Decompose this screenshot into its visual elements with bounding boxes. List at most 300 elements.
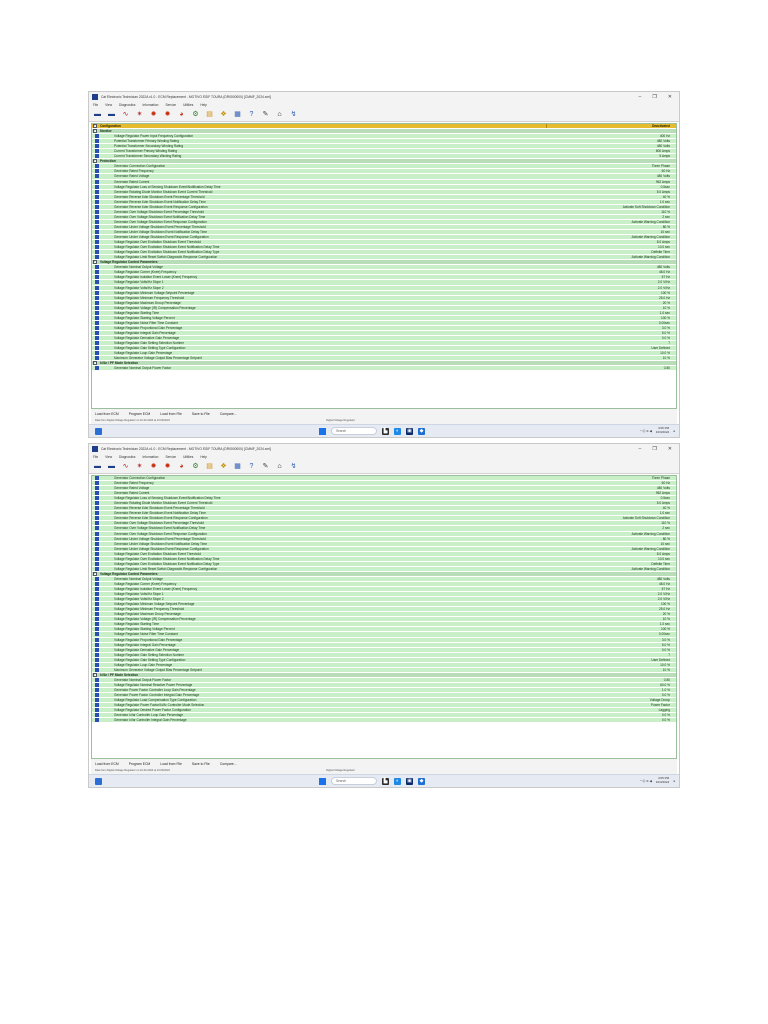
parameter-value: 0.80 xyxy=(663,677,670,682)
parameter-name: Current Transformer Secondary Winding Rating xyxy=(114,154,182,159)
menu-utilities[interactable]: Utilities xyxy=(183,103,194,107)
parameter-icon xyxy=(95,275,99,279)
parameter-value: 962 Amps xyxy=(655,179,670,184)
report-icon[interactable]: ▦ xyxy=(234,463,241,470)
parameter-icon xyxy=(95,225,99,229)
parameter-icon xyxy=(95,632,99,636)
parameter-value: 10 % xyxy=(662,305,670,310)
parameter-name: Generator Rated Current xyxy=(114,491,150,496)
parameter-icon xyxy=(95,577,99,581)
tray-icons[interactable]: ^ ⦿ ≋ ◀ xyxy=(640,778,652,783)
notification-icon[interactable]: ● xyxy=(673,428,675,433)
app-icon xyxy=(92,446,98,452)
parameter-icon xyxy=(95,250,99,254)
parameter-value: 0.00sec xyxy=(658,320,670,325)
parameter-name: Generator Reverse kVar Shutdown Event Percentage Threshold xyxy=(114,194,205,199)
parameter-value: 400 Hz xyxy=(659,134,670,139)
restore-icon[interactable]: ❐ xyxy=(652,94,657,100)
home-icon[interactable]: ⌂ xyxy=(277,463,282,470)
grid-rows xyxy=(92,476,676,723)
parameter-icon xyxy=(95,331,99,335)
parameter-icon xyxy=(95,713,99,717)
parameter-value: Lagging xyxy=(658,708,670,713)
parameter-icon xyxy=(95,326,99,330)
close-icon[interactable]: ✕ xyxy=(667,94,672,100)
parameter-value: 10.0 % xyxy=(660,351,670,356)
parameter-value: 2.0 V/Hz xyxy=(657,285,670,290)
menu-file[interactable]: File xyxy=(93,455,99,459)
collapse-icon[interactable]: − xyxy=(93,260,96,265)
parameter-name: Voltage Regulator Maximum Droop Percentage xyxy=(114,612,181,617)
parameter-name: Voltage Regulator Integral Gain Percentage xyxy=(114,330,176,335)
parameter-value: Activate Warning Condition xyxy=(631,235,670,240)
menu-view[interactable]: View xyxy=(105,455,112,459)
parameter-value: 10 sec xyxy=(660,541,670,546)
parameter-name: Generator Over Voltage Shutdown Event Response Configuration xyxy=(114,531,207,536)
parameter-icon xyxy=(95,532,99,536)
collapse-icon[interactable]: − xyxy=(93,571,96,576)
parameter-value: 80 % xyxy=(662,536,670,541)
parameter-name: Voltage Regulator Loop Gain Percentage xyxy=(114,351,173,356)
parameter-icon xyxy=(95,688,99,692)
parameter-icon xyxy=(95,587,99,591)
title-bar xyxy=(89,444,679,454)
parameter-icon xyxy=(95,486,99,490)
parameter-icon xyxy=(95,708,99,712)
parameter-value: 57 Hz xyxy=(661,275,670,280)
parameter-icon xyxy=(95,668,99,672)
parameter-icon xyxy=(95,582,99,586)
parameter-name: Maximum Generator Voltage Output Bias Percentage Setpoint xyxy=(114,356,202,361)
menu-information[interactable]: Information xyxy=(142,455,159,459)
parameter-name: Potential Transformer Primary Winding Rating xyxy=(114,139,179,144)
parameter-name: Generator Under Voltage Shutdown Event Notification Delay Time xyxy=(114,541,208,546)
collapse-icon[interactable]: − xyxy=(93,672,96,677)
parameter-name: Voltage Regulator Over Excitation Shutdown Event Notification Delay Type xyxy=(114,250,220,255)
events-icon[interactable]: ✹ xyxy=(164,463,171,470)
parameter-value: 48.0 Hz xyxy=(659,582,670,586)
menu-file[interactable]: File xyxy=(93,103,99,107)
parameter-name: Voltage Regulator Proportional Gain Percentage xyxy=(114,637,183,642)
parameter-value: Three Phase xyxy=(651,476,670,481)
parameter-row[interactable] xyxy=(92,718,676,723)
close-icon[interactable]: ✕ xyxy=(667,446,672,452)
parameter-name: Generator Rated Frequency xyxy=(114,481,154,486)
parameter-value: 480 Volts xyxy=(656,174,670,179)
parameter-icon xyxy=(95,537,99,541)
store-icon[interactable]: ▣ xyxy=(407,427,412,434)
parameter-name: Voltage Regulator Starting Time xyxy=(114,622,160,627)
collapse-icon[interactable]: − xyxy=(93,159,96,164)
parameter-value: 5.0 % xyxy=(661,330,670,335)
load-from-file-button[interactable]: Load from File xyxy=(160,762,182,766)
program-ecm-button[interactable]: Program ECM xyxy=(128,762,151,766)
file-explorer-icon[interactable]: ▙ xyxy=(383,427,388,434)
parameter-value: Activate Warning Condition xyxy=(631,546,670,551)
menu-view[interactable]: View xyxy=(105,103,112,107)
parameter-value: 5.0 Amps xyxy=(656,189,670,194)
parameter-name: Voltage Regulator Gain Setting Selection Number xyxy=(114,341,184,346)
parameter-icon xyxy=(95,200,99,204)
parameter-icon xyxy=(95,506,99,510)
edge-icon[interactable]: ◐ xyxy=(395,777,400,784)
program-ecm-button[interactable]: Program ECM xyxy=(128,412,151,416)
parameter-name: Generator Reverse kVar Shutdown Event Percentage Threshold xyxy=(114,506,205,511)
minimize-icon[interactable]: – xyxy=(638,94,642,100)
parameter-name: Voltage Regulator Loss of Sensing Shutdown Event/Notification Delay Time xyxy=(114,496,221,501)
notification-icon[interactable]: ● xyxy=(673,778,675,783)
status-icon[interactable]: ✶ xyxy=(136,111,143,118)
start-icon[interactable] xyxy=(319,778,326,785)
parameter-name: Generator Over Voltage Shutdown Event Notification Delay Time xyxy=(114,214,206,219)
parameter-icon xyxy=(95,154,99,158)
parameter-value: 110 % xyxy=(661,209,670,214)
config-icon[interactable]: ▤ xyxy=(206,111,213,118)
parameter-row[interactable] xyxy=(92,366,676,371)
parameter-value: Activate Warning Condition xyxy=(631,219,670,224)
parameter-icon xyxy=(95,174,99,178)
parameter-name: Voltage Regulator Voltage (IR) Compensation Percentage xyxy=(114,617,196,622)
parameter-value: 7 xyxy=(668,652,670,657)
disconnect-icon[interactable]: ▬ xyxy=(108,463,115,470)
parameter-name: Voltage Regulator Over Excitation Shutdown Event Notification Delay Time xyxy=(114,556,220,561)
parameter-value: 800 Amps xyxy=(655,149,670,154)
parameter-name: Protection xyxy=(100,159,116,164)
parameter-value: Activate Warning Condition xyxy=(631,255,670,260)
parameter-value: Definite Time xyxy=(651,250,670,255)
window-title: Cat Electronic Technician 2022A v1.0 - ECM Replacement - MOTIVO ESIF TOURA (DR0000000) [CMMF_2024.xml] xyxy=(101,95,271,99)
parameter-icon xyxy=(95,663,99,667)
parameter-value: 3.0 % xyxy=(661,637,670,642)
parameter-name: Voltage Regulator Minimum Voltage Setpoint Percentage xyxy=(114,602,195,607)
parameter-icon xyxy=(95,526,99,530)
parameter-name: Generator Rated Voltage xyxy=(114,174,150,179)
graph-icon[interactable]: ◕ xyxy=(179,111,184,118)
parameter-icon xyxy=(95,683,99,687)
parameter-name: Voltage Regulator Nominal Reactive Power Percentage xyxy=(114,682,193,687)
file-explorer-icon[interactable]: ▙ xyxy=(383,777,388,784)
parameter-icon xyxy=(95,190,99,194)
parameter-icon xyxy=(95,356,99,360)
parameter-name: Generator Rated Voltage xyxy=(114,486,150,491)
parameter-name: Generator Under Voltage Shutdown Event Response Configuration xyxy=(114,235,209,240)
parameter-icon xyxy=(95,301,99,305)
parameter-name: Voltage Regulator Control Parameters xyxy=(100,571,158,576)
parameter-value: 60 Hz xyxy=(661,169,670,174)
connect-icon[interactable]: ▬ xyxy=(94,463,101,470)
help-icon[interactable]: ? xyxy=(249,463,254,470)
parameter-name: Generator kVar Controller Loop Gain Percentage xyxy=(114,713,184,718)
parameter-name: Voltage Regulator Derivative Gain Percentage xyxy=(114,647,180,652)
parameter-value: 8.0 Amps xyxy=(656,551,670,556)
help-icon[interactable]: ? xyxy=(249,111,254,118)
parameter-value: 1.0 % xyxy=(661,687,670,692)
menu-service[interactable]: Service xyxy=(165,103,177,107)
load-from-file-button[interactable]: Load from File xyxy=(160,412,182,416)
waveform-icon[interactable]: ∿ xyxy=(122,463,129,470)
parameter-icon xyxy=(95,547,99,551)
clock-time: 4:05 PM xyxy=(658,426,670,430)
parameter-name: Voltage Regulator Starting Time xyxy=(114,310,160,315)
waveform-icon[interactable]: ∿ xyxy=(122,111,129,118)
parameter-name: Voltage Regulator Limit Reset Switch Diagnostic Response Configuration xyxy=(114,566,218,571)
parameter-icon xyxy=(95,718,99,722)
parameter-icon xyxy=(95,552,99,556)
parameter-name: Voltage Regulator Volts/Hz Slope 1 xyxy=(114,592,164,597)
parameter-value: 480 Volts xyxy=(656,139,670,144)
grid-header-name: Configuration xyxy=(100,124,121,129)
key-icon[interactable]: ✎ xyxy=(262,463,269,470)
parameter-name: Generator Connection Configuration xyxy=(114,476,166,481)
events-icon[interactable]: ✹ xyxy=(164,111,171,118)
start-icon[interactable] xyxy=(319,428,326,435)
config-icon[interactable]: ▤ xyxy=(206,463,213,470)
parameter-value: 0.0 % xyxy=(661,713,670,718)
parameter-value: 3.0 % xyxy=(661,325,670,330)
parameter-value: 2.0 V/Hz xyxy=(657,280,670,285)
parameter-icon xyxy=(95,627,99,631)
parameter-icon xyxy=(95,205,99,209)
parameter-value: 40 % xyxy=(662,506,670,511)
parameter-name: Generator Reverse kVar Shutdown Event Response Configuration xyxy=(114,516,208,521)
parameter-value: 10 % xyxy=(662,356,670,361)
exit-icon[interactable]: ↯ xyxy=(290,111,297,118)
parameter-value: 480 Volts xyxy=(656,486,670,491)
parameter-icon xyxy=(95,366,99,370)
parameter-value: Voltage Droop xyxy=(649,698,670,703)
compare-button[interactable]: Compare... xyxy=(219,412,237,416)
parameter-value: Activate Warning Condition xyxy=(631,566,670,571)
parameter-value: 80 % xyxy=(662,224,670,229)
parameter-value: 1.0 sec xyxy=(659,622,670,627)
parameter-name: Voltage Regulator Loss of Sensing Shutdown Event/Notification Delay Time xyxy=(114,184,221,189)
collapse-icon[interactable]: − xyxy=(93,129,96,134)
active-codes-icon[interactable]: ✹ xyxy=(150,463,157,470)
tools-icon[interactable]: ⚙ xyxy=(192,463,199,470)
parameter-icon xyxy=(95,351,99,355)
parameter-value: 57 Hz xyxy=(661,587,670,592)
collapse-icon[interactable]: − xyxy=(93,124,96,129)
parameter-name: Generator Under Voltage Shutdown Event Percentage Threshold xyxy=(114,224,206,229)
parameter-value: 5 Amps xyxy=(659,154,670,159)
parameter-value: 110 % xyxy=(661,521,670,526)
key-icon[interactable]: ✎ xyxy=(262,111,269,118)
cat-et-icon[interactable]: ◆ xyxy=(419,777,424,784)
parameter-icon xyxy=(95,286,99,290)
tray-icons[interactable]: ^ ⦿ ≋ ◀ xyxy=(640,428,652,433)
parameter-icon xyxy=(95,653,99,657)
menu-diagnostics[interactable]: Diagnostics xyxy=(119,455,136,459)
parameter-icon xyxy=(95,139,99,143)
parameter-name: Voltage Regulator Load Compensation Type Configuration xyxy=(114,698,197,703)
parameter-name: Generator Nominal Output Voltage xyxy=(114,576,163,581)
taskbar-search[interactable]: Search xyxy=(331,427,377,435)
parameter-value: 2 sec xyxy=(662,214,670,219)
menu-diagnostics[interactable]: Diagnostics xyxy=(119,103,136,107)
parameter-icon xyxy=(95,516,99,520)
menu-help[interactable]: Help xyxy=(200,103,207,107)
menu-service[interactable]: Service xyxy=(165,455,177,459)
toolbar xyxy=(89,108,679,122)
save-to-file-button[interactable]: Save to File xyxy=(191,762,210,766)
parameter-value: 7 xyxy=(668,341,670,346)
parameter-name: Voltage Regulator Derivative Gain Percentage xyxy=(114,335,180,340)
menu-information[interactable]: Information xyxy=(142,103,159,107)
clock[interactable] xyxy=(656,427,669,434)
status-left: Data from Digital Voltage Regulator on 10-03-2024 at 10:03/2024 xyxy=(95,769,170,772)
system-tray xyxy=(640,427,675,434)
clock-date: 10/3/2024 xyxy=(655,429,670,434)
menu-help[interactable]: Help xyxy=(200,455,207,459)
parameter-name: Voltage Regulator Noise Filter Time Constant xyxy=(114,632,178,637)
parameter-value: 100 % xyxy=(660,602,670,607)
graph-icon[interactable]: ◕ xyxy=(179,463,184,470)
parameter-value: 1.0 sec xyxy=(659,511,670,516)
parameter-value: 5.0 % xyxy=(661,642,670,647)
parameter-name: Voltage Regulator Proportional Gain Percentage xyxy=(114,325,183,330)
status-icon[interactable]: ✶ xyxy=(136,463,143,470)
parameter-icon xyxy=(95,341,99,345)
parameter-value: 480 Volts xyxy=(656,576,670,581)
active-codes-icon[interactable]: ✹ xyxy=(150,111,157,118)
parameter-name: Generator Rated Current xyxy=(114,179,150,184)
parameter-value: Definite Time xyxy=(651,561,670,566)
taskbar-search[interactable]: Search xyxy=(331,777,377,785)
parameter-icon xyxy=(95,542,99,546)
parameter-name: Voltage Regulator Over Excitation Shutdown Event Threshold xyxy=(114,240,201,245)
system-tray xyxy=(640,777,675,784)
parameter-value: 2.0 V/Hz xyxy=(657,597,670,602)
parameter-name: Generator Rotating Diode Monitor Shutdown Event Current Threshold xyxy=(114,501,213,506)
parameter-name: Voltage Regulator Isolation Event Lower (Knee) Frequency xyxy=(114,275,198,280)
store-icon[interactable]: ▣ xyxy=(407,777,412,784)
parameter-icon xyxy=(95,607,99,611)
parameter-icon xyxy=(95,476,99,480)
restore-icon[interactable]: ❐ xyxy=(652,446,657,452)
widgets-icon[interactable] xyxy=(95,428,102,435)
parameter-icon xyxy=(95,592,99,596)
window-controls xyxy=(639,94,679,100)
parameter-icon xyxy=(95,230,99,234)
status-left: Data from Digital Voltage Regulator on 10-03-2024 at 10:03/2024 xyxy=(95,419,170,422)
home-icon[interactable]: ⌂ xyxy=(277,111,282,118)
parameter-value: 25.0 Hz xyxy=(659,295,670,300)
parameter-icon xyxy=(95,648,99,652)
disconnect-icon[interactable]: ▬ xyxy=(108,111,115,118)
parameter-name: Voltage Regulator Integral Gain Percentage xyxy=(114,642,176,647)
parameter-value: User Defined xyxy=(651,657,670,662)
parameter-value: 1.0 sec xyxy=(659,310,670,315)
widgets-icon[interactable] xyxy=(95,778,102,785)
minimize-icon[interactable]: – xyxy=(638,446,642,452)
parameter-name: Generator Under Voltage Shutdown Event Percentage Threshold xyxy=(114,536,206,541)
taskbar-center xyxy=(319,777,425,785)
parameter-name: Voltage Regulator Corner (Knee) Frequency xyxy=(114,582,177,586)
parameter-icon xyxy=(95,144,99,148)
parameter-icon xyxy=(95,346,99,350)
parameter-value: 962 Amps xyxy=(655,491,670,496)
button-bar xyxy=(91,409,677,419)
parameter-icon xyxy=(95,693,99,697)
parameter-icon xyxy=(95,180,99,184)
calibrate-icon[interactable]: ❖ xyxy=(220,463,227,470)
save-to-file-button[interactable]: Save to File xyxy=(191,412,210,416)
parameter-value: 10.0 sec xyxy=(657,245,670,250)
parameter-value: 10 % xyxy=(662,617,670,622)
parameter-name: Generator Nominal Output Voltage xyxy=(114,265,163,270)
report-icon[interactable]: ▦ xyxy=(234,111,241,118)
parameter-icon xyxy=(95,481,99,485)
parameter-icon xyxy=(95,336,99,340)
parameter-value: 480 Volts xyxy=(656,144,670,149)
parameter-value: Three Phase xyxy=(651,164,670,169)
parameter-icon xyxy=(95,612,99,616)
clock[interactable] xyxy=(656,777,669,784)
parameter-name: Voltage Regulator Voltage (IR) Compensation Percentage xyxy=(114,305,196,310)
parameter-icon xyxy=(95,638,99,642)
parameter-value: 0.0 % xyxy=(661,693,670,698)
menu-utilities[interactable]: Utilities xyxy=(183,455,194,459)
load-from-ecm-button[interactable]: Load from ECM xyxy=(95,762,119,766)
parameter-name: Voltage Regulator Gain Setting Selection Number xyxy=(114,652,184,657)
parameter-icon xyxy=(95,245,99,249)
parameter-icon xyxy=(95,215,99,219)
parameter-value: 20 % xyxy=(662,300,670,305)
parameter-name: Voltage Regulator Over Excitation Shutdown Event Notification Delay Type xyxy=(114,561,220,566)
edge-icon[interactable]: ◐ xyxy=(395,427,400,434)
parameter-icon xyxy=(95,501,99,505)
parameter-icon xyxy=(95,521,99,525)
exit-icon[interactable]: ↯ xyxy=(290,463,297,470)
parameter-value: Power Factor xyxy=(651,703,670,708)
compare-button[interactable]: Compare... xyxy=(219,762,237,766)
calibrate-icon[interactable]: ❖ xyxy=(220,111,227,118)
parameter-icon xyxy=(95,164,99,168)
parameter-name: Generator Over Voltage Shutdown Event Percentage Threshold xyxy=(114,209,204,214)
parameter-name: Generator Under Voltage Shutdown Event Notification Delay Time xyxy=(114,230,208,234)
parameter-name: Generator Over Voltage Shutdown Event Response Configuration xyxy=(114,219,207,224)
parameter-name: Voltage Regulator Volts/Hz Slope 2 xyxy=(114,285,164,290)
parameter-icon xyxy=(95,597,99,601)
connect-icon[interactable]: ▬ xyxy=(94,111,101,118)
parameter-icon xyxy=(95,511,99,515)
parameter-value: 0.0 % xyxy=(661,718,670,723)
parameter-name: Voltage Regulator Noise Filter Time Constant xyxy=(114,320,178,325)
parameter-value: 10.0 % xyxy=(660,662,670,667)
parameter-name: Voltage Regulator Power Input Frequency Configuration xyxy=(114,134,194,139)
cat-et-icon[interactable]: ◆ xyxy=(419,427,424,434)
parameter-icon xyxy=(95,678,99,682)
parameter-value: 100 % xyxy=(660,627,670,632)
tools-icon[interactable]: ⚙ xyxy=(192,111,199,118)
parameter-value: 48.0 Hz xyxy=(659,270,670,275)
parameter-icon xyxy=(95,220,99,224)
parameter-icon xyxy=(95,562,99,566)
collapse-icon[interactable]: − xyxy=(93,361,96,366)
load-from-ecm-button[interactable]: Load from ECM xyxy=(95,412,119,416)
parameter-value: 0.80 xyxy=(663,366,670,371)
parameter-icon xyxy=(95,567,99,571)
parameter-icon xyxy=(95,496,99,500)
parameter-icon xyxy=(95,643,99,647)
parameter-icon xyxy=(95,255,99,259)
parameter-name: Voltage Regulator Minimum Frequency Threshold xyxy=(114,607,185,612)
parameter-value: 100 % xyxy=(660,290,670,295)
parameter-value: 10.0 sec xyxy=(657,556,670,561)
parameter-icon xyxy=(95,185,99,189)
parameter-name: Voltage Regulator Gain Setting Type Configuration xyxy=(114,346,186,351)
parameter-name: Generator Nominal Output Power Factor xyxy=(114,677,172,682)
